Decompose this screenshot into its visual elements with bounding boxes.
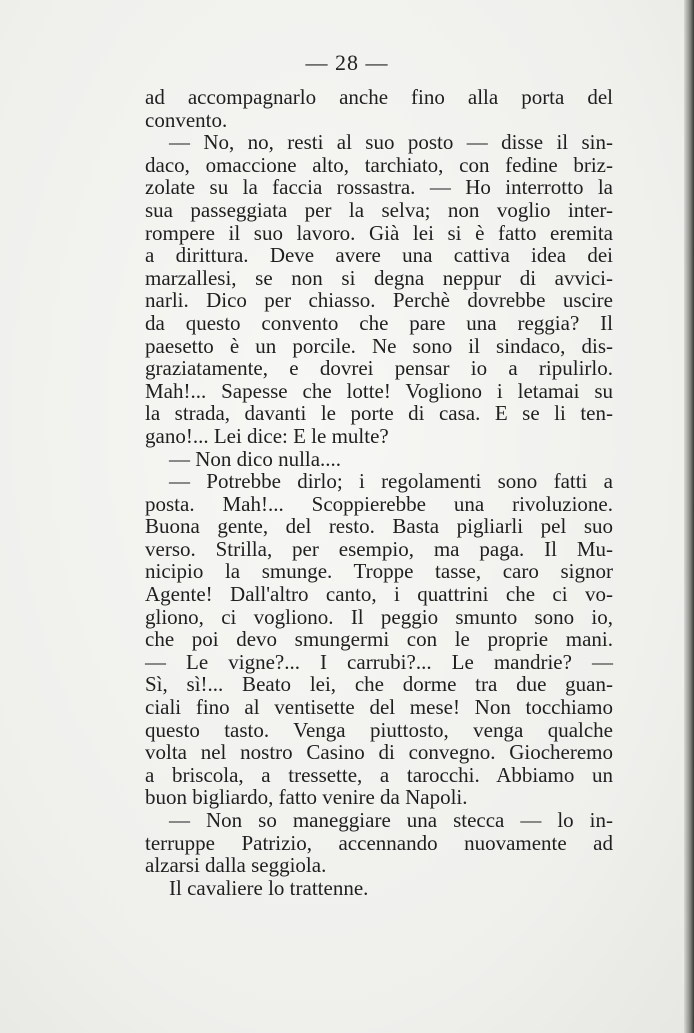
text-line: daco, omaccione alto, tarchiato, con fedine briz- (145, 152, 613, 177)
text-line: — Non so maneggiare una stecca — lo in- (169, 808, 613, 832)
text-line: gliono, ci vogliono. Il peggio smunto sono io, (145, 604, 613, 629)
text-line: terruppe Patrizio, accennando nuovamente ad (145, 830, 613, 855)
text-line: a briscola, a tressette, a tarocchi. Abbiamo un (145, 762, 613, 787)
text-line: a dirittura. Deve avere una cattiva idea dei (145, 243, 613, 268)
text-line: che poi devo smungermi con le proprie mani. (145, 627, 613, 652)
text-line: narli. Dico per chiasso. Perchè dovrebbe uscire (145, 288, 613, 313)
text-line: volta nel nostro Casino di convegno. Giocheremo (145, 740, 613, 765)
text-line: zolate su la faccia rossastra. — Ho interrotto la (145, 175, 613, 200)
text-line: Il cavaliere lo trattenne. (169, 875, 369, 900)
body-text (145, 86, 613, 899)
text-line: la strada, davanti le porte di casa. E se li ten- (145, 401, 613, 426)
text-line: paesetto è un porcile. Ne sono il sindaco, dis- (145, 333, 613, 358)
text-line: ad accompagnarlo anche fino alla porta del (145, 85, 613, 109)
text-line: alzarsi dalla seggiola. (145, 853, 327, 878)
text-line: graziatamente, e dovrei pensar io a ripulirlo. (145, 356, 613, 381)
text-line: — Le vigne?... I carrubi?... Le mandrie? — (145, 649, 613, 674)
text-line: ciali fino al ventisette del mese! Non tocchiamo (145, 695, 613, 720)
text-line: verso. Strilla, per esempio, ma paga. Il Mu- (145, 536, 613, 561)
text-line: — No, no, resti al suo posto — disse il sin- (169, 130, 613, 155)
text-line: — Potrebbe dirlo; i regolamenti sono fatti a (169, 469, 613, 494)
text-line: nicipio la smunge. Troppe tasse, caro signor (145, 559, 613, 584)
text-line: gano!... Lei dice: E le multe? (145, 423, 389, 448)
page-number: — 28 — (305, 50, 389, 75)
page-edge-shadow (684, 0, 694, 1033)
text-line: marzallesi, se non si degna neppur di avvici- (145, 265, 613, 290)
text-line: sua passeggiata per la selva; non voglio inter- (145, 197, 613, 222)
text-line: — Non dico nulla.... (169, 446, 342, 471)
text-line: buon bigliardo, fatto venire da Napoli. (145, 785, 468, 810)
text-line: da questo convento che pare una reggia? Il (145, 310, 613, 335)
text-line: rompere il suo lavoro. Già lei si è fatto eremita (145, 220, 613, 245)
text-line: convento. (145, 107, 228, 132)
text-line: posta. Mah!... Scoppierebbe una rivoluzione. (145, 491, 613, 516)
text-line: questo tasto. Venga piuttosto, venga qualche (145, 717, 613, 742)
text-line: Agente! Dall'altro canto, i quattrini che ci vo- (145, 582, 613, 607)
text-line: Sì, sì!... Beato lei, che dorme tra due guan- (145, 672, 613, 697)
text-line: Mah!... Sapesse che lotte! Vogliono i letamai su (145, 378, 613, 403)
text-line: Buona gente, del resto. Basta pigliarli pel suo (145, 514, 613, 539)
